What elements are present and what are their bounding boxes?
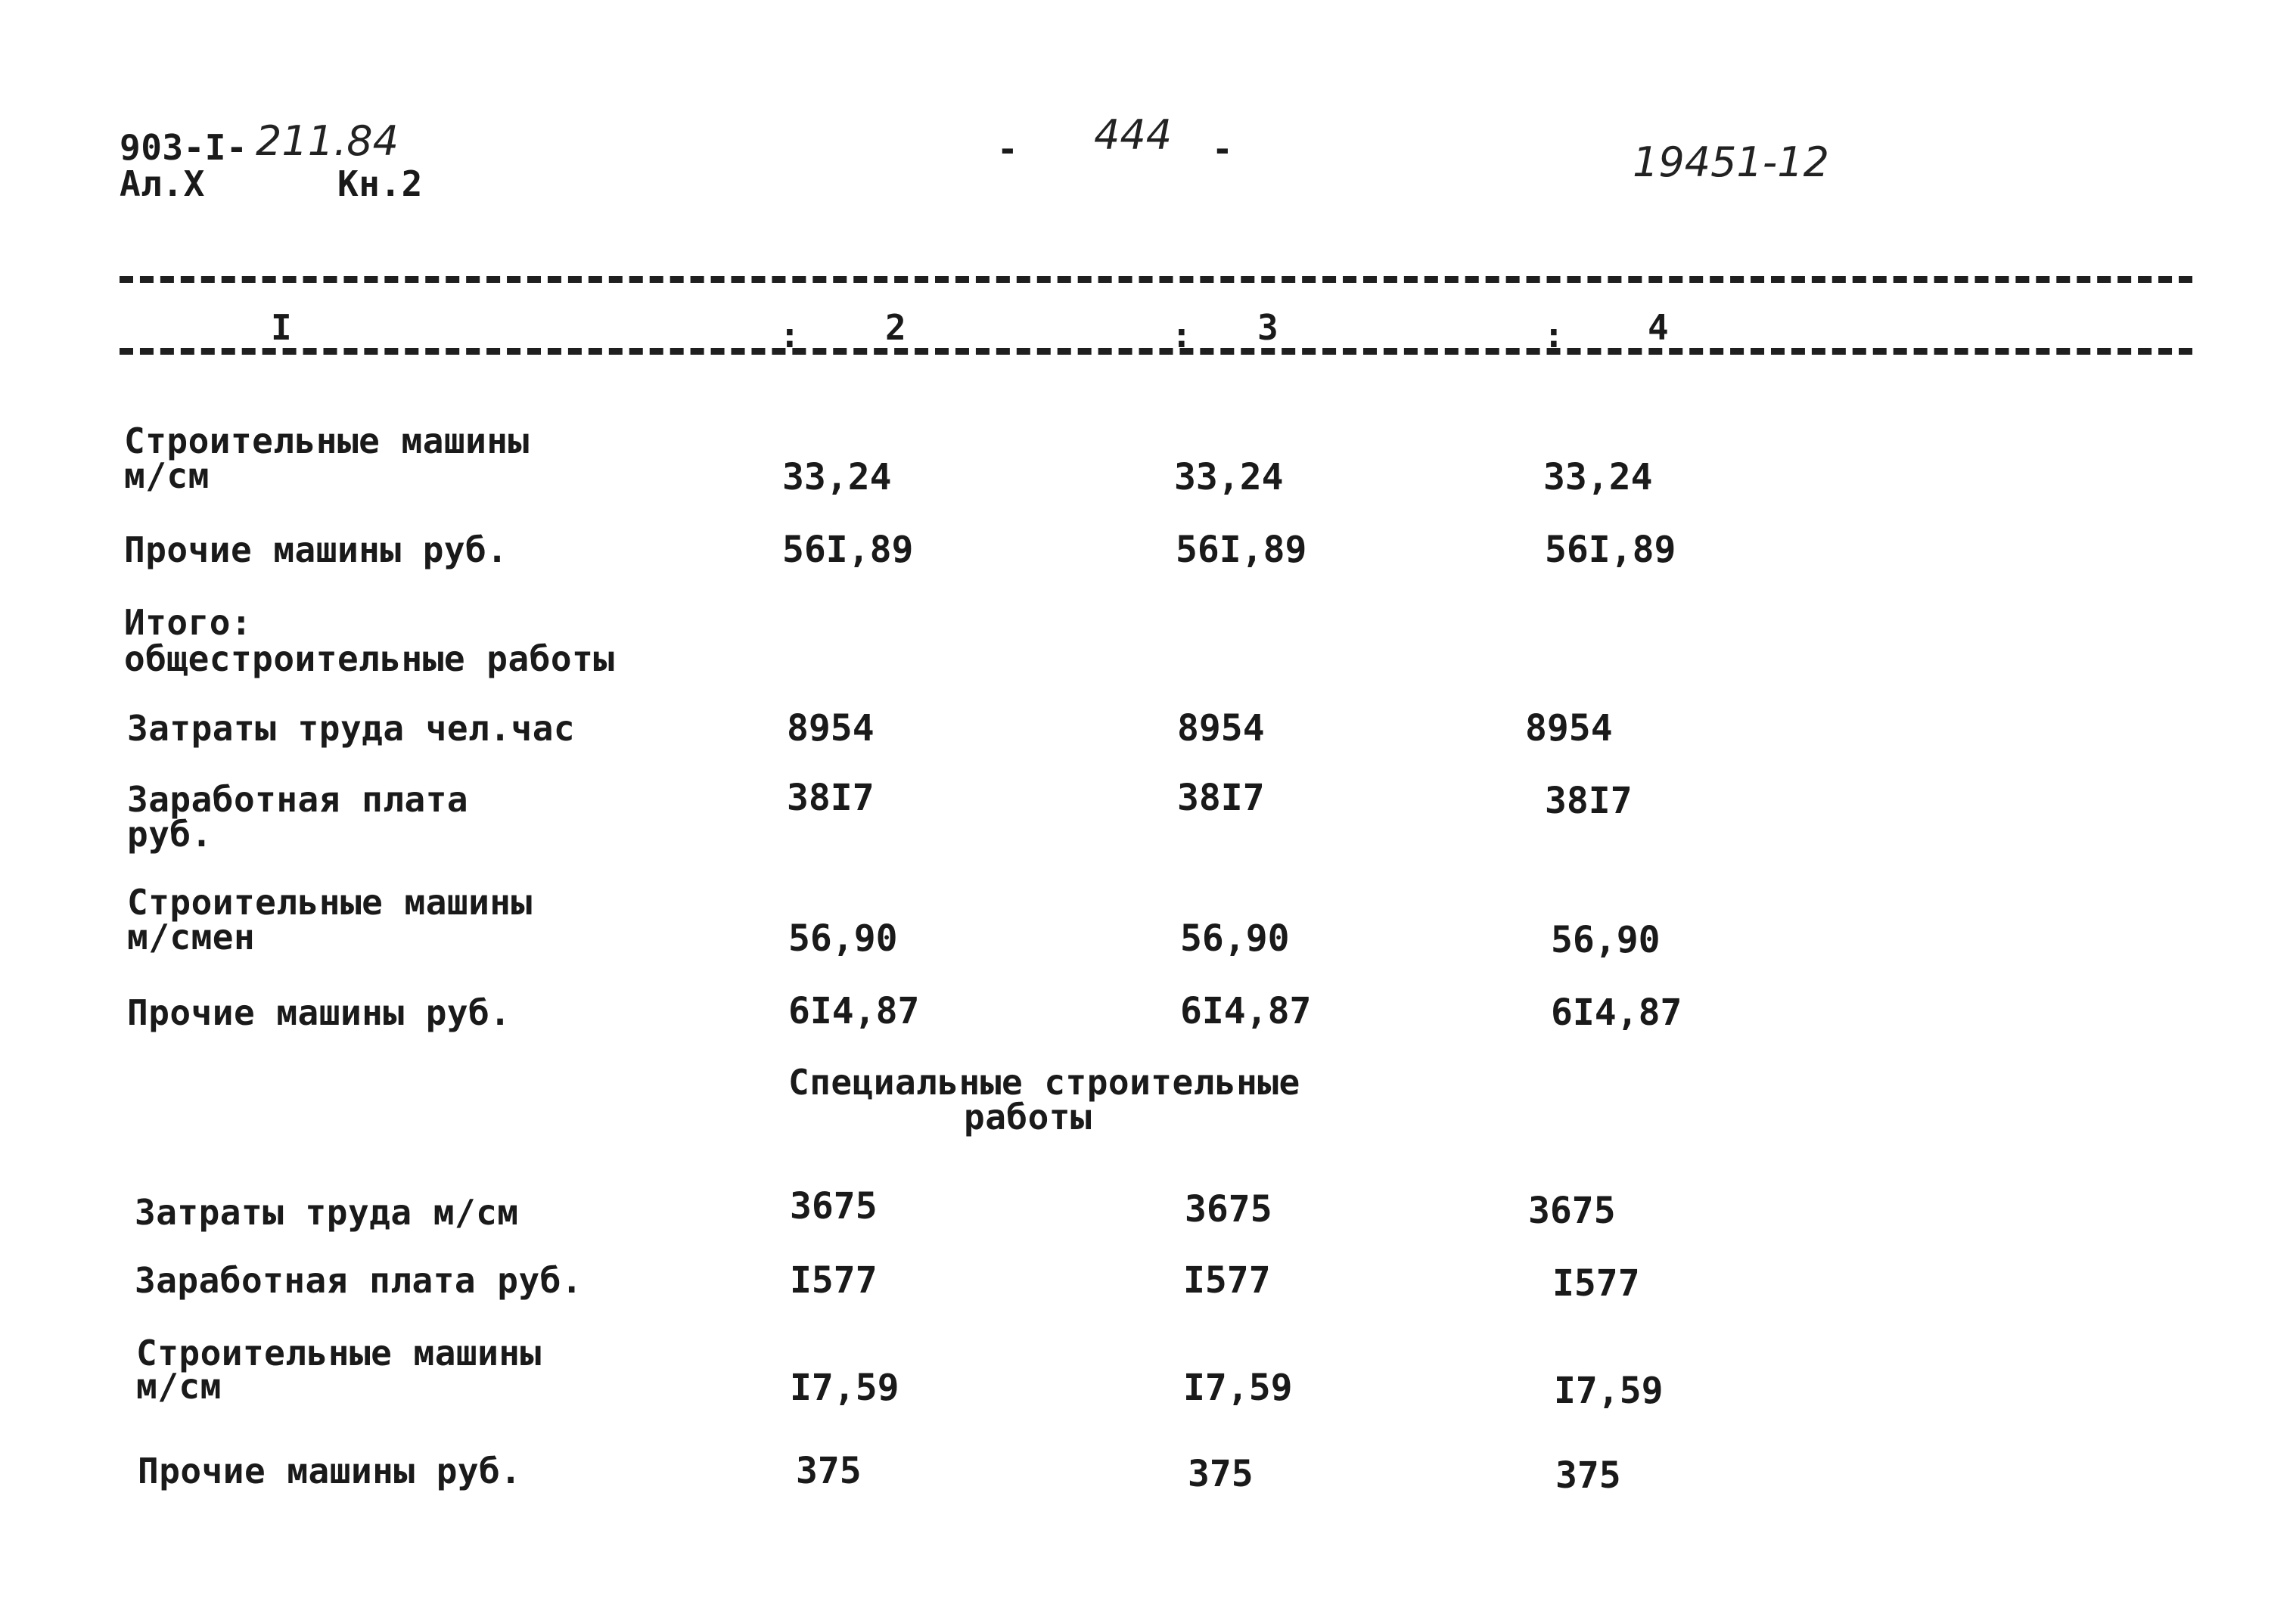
cell-col4: I577 bbox=[1552, 1262, 1640, 1305]
archive-number: 19451-12 bbox=[1633, 138, 1829, 186]
subtotal-label: Итого: bbox=[124, 602, 253, 643]
cell-col2: 56,90 bbox=[788, 917, 898, 960]
row-label: Прочие машины руб. bbox=[127, 992, 511, 1033]
album-label: Ал.X bbox=[120, 163, 205, 204]
cell-col3: 8954 bbox=[1177, 707, 1265, 750]
cell-col4: 56I,89 bbox=[1545, 529, 1676, 571]
cell-col3: 6I4,87 bbox=[1180, 990, 1312, 1032]
cell-col2: 38I7 bbox=[787, 777, 875, 819]
cell-col4: 6I4,87 bbox=[1551, 992, 1682, 1034]
page-dash-left: - bbox=[997, 129, 1019, 169]
cell-col3: 33,24 bbox=[1174, 456, 1284, 498]
cell-col2: I577 bbox=[790, 1259, 878, 1302]
column-header-1: I bbox=[271, 307, 293, 348]
row-label-unit: руб. bbox=[127, 814, 213, 855]
cell-col4: 3675 bbox=[1528, 1190, 1616, 1232]
page-dash-right: - bbox=[1212, 129, 1234, 169]
subtotal-sublabel: общестроительные работы bbox=[124, 638, 615, 679]
row-label: Строительные машины bbox=[127, 882, 533, 923]
cell-col3: I577 bbox=[1183, 1259, 1271, 1302]
document-code: 903-I- bbox=[120, 127, 248, 168]
cell-col2: 56I,89 bbox=[782, 529, 914, 571]
row-label-unit: м/смен bbox=[127, 917, 256, 957]
column-header-4: 4 bbox=[1648, 307, 1670, 348]
cell-col3: 3675 bbox=[1185, 1188, 1272, 1231]
section-heading-cont: работы bbox=[964, 1097, 1092, 1137]
cell-col3: 56,90 bbox=[1180, 917, 1290, 960]
cell-col4: I7,59 bbox=[1554, 1370, 1664, 1412]
section-heading: Специальные строительные bbox=[788, 1062, 1300, 1103]
row-label: Заработная плата руб. bbox=[135, 1260, 583, 1301]
column-sep-3: : bbox=[1171, 315, 1193, 355]
cell-col3: 38I7 bbox=[1177, 777, 1265, 819]
row-label: Прочие машины руб. bbox=[124, 529, 508, 570]
cell-col4: 38I7 bbox=[1545, 780, 1633, 822]
cell-col2: 8954 bbox=[787, 707, 875, 750]
row-label: Заработная плата bbox=[127, 779, 469, 820]
cell-col2: 6I4,87 bbox=[788, 990, 920, 1032]
top-rule bbox=[120, 276, 2192, 283]
column-sep-2: : bbox=[779, 315, 801, 355]
row-label: Затраты труда чел.час bbox=[127, 708, 576, 749]
cell-col4: 56,90 bbox=[1551, 919, 1661, 961]
row-label: Прочие машины руб. bbox=[138, 1451, 522, 1491]
column-header-2: 2 bbox=[885, 307, 907, 348]
row-label: Строительные машины bbox=[124, 421, 530, 461]
row-label-unit: м/см bbox=[136, 1366, 222, 1407]
row-label: Затраты труда м/см bbox=[135, 1192, 519, 1233]
cell-col2: 375 bbox=[796, 1450, 862, 1492]
cell-col3: I7,59 bbox=[1183, 1367, 1293, 1409]
column-header-3: 3 bbox=[1257, 307, 1279, 348]
cell-col4: 375 bbox=[1555, 1454, 1621, 1497]
row-label-unit: м/см bbox=[124, 455, 210, 496]
cell-col3: 375 bbox=[1188, 1453, 1254, 1495]
row-label: Строительные машины bbox=[136, 1333, 542, 1373]
book-label: Кн.2 bbox=[337, 163, 423, 204]
cell-col4: 8954 bbox=[1525, 707, 1613, 750]
cell-col3: 56I,89 bbox=[1176, 529, 1307, 571]
cell-col2: I7,59 bbox=[790, 1367, 899, 1409]
document-code-handwritten: 211.84 bbox=[256, 117, 399, 165]
page-number: 444 bbox=[1094, 111, 1173, 159]
cell-col2: 33,24 bbox=[782, 456, 892, 498]
cell-col2: 3675 bbox=[790, 1185, 878, 1227]
header-rule bbox=[120, 348, 2192, 355]
cell-col4: 33,24 bbox=[1543, 456, 1653, 498]
column-sep-4: : bbox=[1543, 315, 1565, 355]
